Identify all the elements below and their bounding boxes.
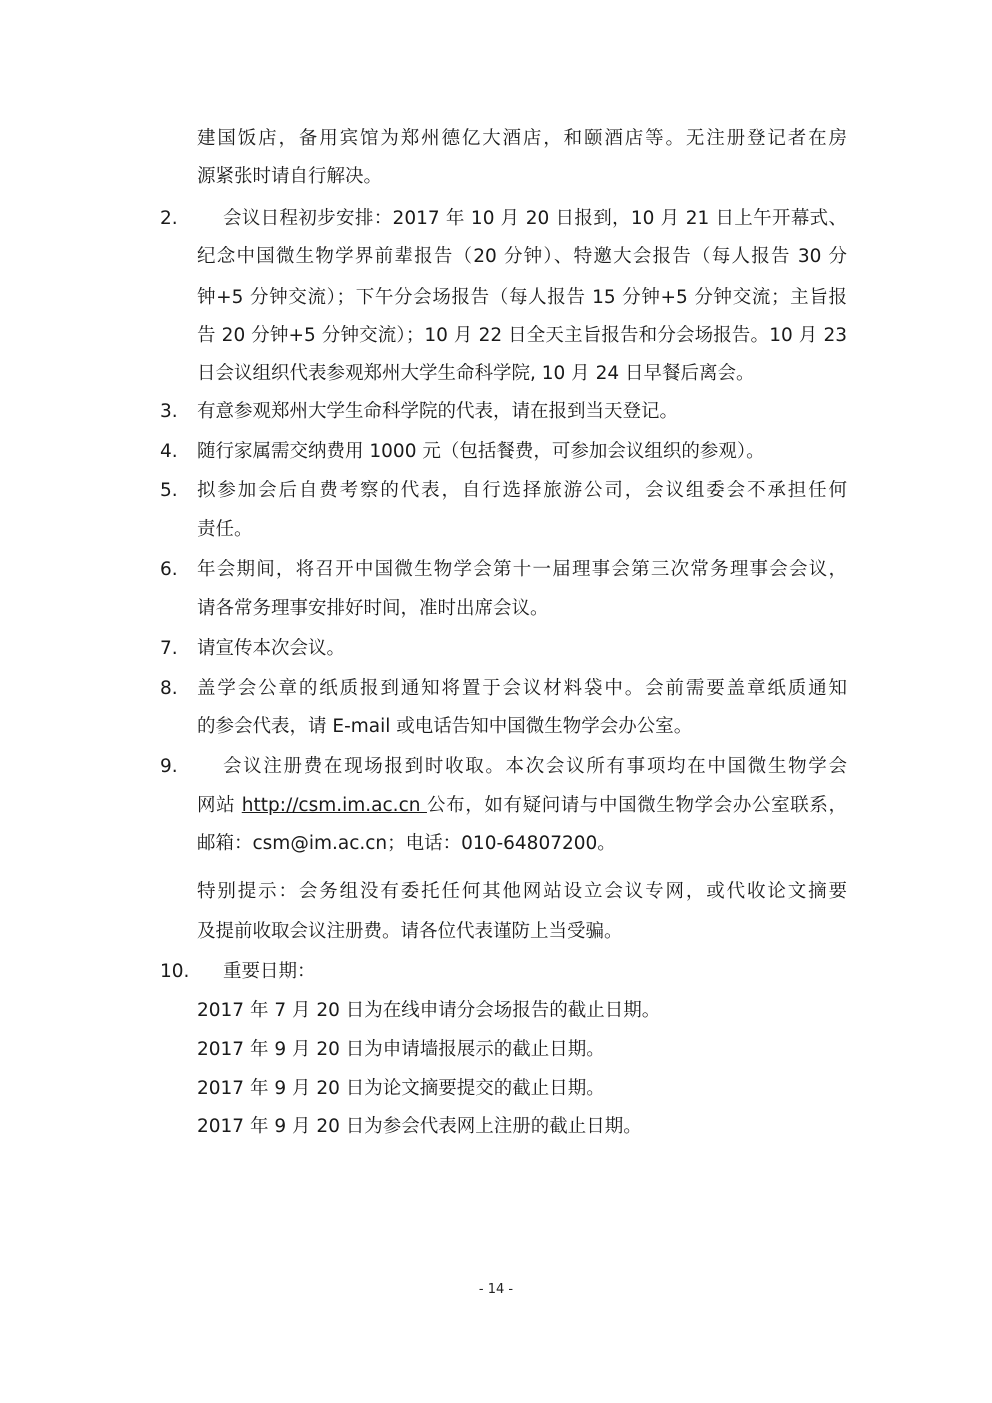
item-6-line-2: 请各常务理事安排好时间，准时出席会议。	[197, 598, 549, 619]
item-5-line-1: 拟参加会后自费考察的代表，自行选择旅游公司，会议组委会不承担任何	[197, 480, 847, 501]
intro-line-2: 源紧张时请自行解决。	[197, 166, 383, 187]
item-9-line-2	[197, 794, 847, 818]
item-10-number: 10.	[160, 961, 190, 982]
item-5-line-2: 责任。	[197, 519, 253, 540]
item-9-line-1: 会议注册费在现场报到时收取。本次会议所有事项均在中国微生物学会	[223, 756, 847, 777]
item-9-line-2-prefix: 网站	[197, 795, 242, 816]
item-2-line-3: 钟+5 分钟交流）；下午分会场报告（每人报告 15 分钟+5 分钟交流；主旨报	[197, 287, 847, 308]
item-7-number: 7.	[160, 638, 178, 659]
item-5-number: 5.	[160, 480, 178, 501]
item-9-line-2-suffix: 公布，如有疑问请与中国微生物学会办公室联系，	[426, 795, 847, 816]
date-entry-3: 2017 年 9 月 20 日为论文摘要提交的截止日期。	[197, 1078, 605, 1099]
item-6-line-1: 年会期间，将召开中国微生物学会第十一届理事会第三次常务理事会会议，	[197, 559, 847, 580]
notice-line-1: 特别提示：会务组没有委托任何其他网站设立会议专网，或代收论文摘要	[197, 881, 847, 902]
item-6-number: 6.	[160, 559, 178, 580]
item-2-line-4: 告 20 分钟+5 分钟交流）；10 月 22 日全天主旨报告和分会场报告。10 月 23	[197, 325, 847, 346]
item-2-number: 2.	[160, 208, 178, 229]
item-4-number: 4.	[160, 441, 178, 462]
item-8-number: 8.	[160, 678, 178, 699]
date-entry-2: 2017 年 9 月 20 日为申请墙报展示的截止日期。	[197, 1039, 605, 1060]
item-9-number: 9.	[160, 756, 178, 777]
website-link[interactable]: http://csm.im.ac.cn	[241, 795, 427, 816]
item-8-line-1: 盖学会公章的纸质报到通知将置于会议材料袋中。会前需要盖章纸质通知	[197, 678, 847, 699]
page-number: - 14 -	[478, 1282, 514, 1297]
notice-line-2: 及提前收取会议注册费。请各位代表谨防上当受骗。	[197, 921, 623, 942]
item-8-line-2: 的参会代表，请 E-mail 或电话告知中国微生物学会办公室。	[197, 716, 693, 737]
item-9-line-3: 邮箱：csm@im.ac.cn；电话：010-64807200。	[197, 833, 616, 854]
dates-title: 重要日期：	[223, 961, 316, 982]
item-3-line-1: 有意参观郑州大学生命科学院的代表，请在报到当天登记。	[197, 401, 679, 422]
item-2-line-2: 纪念中国微生物学界前辈报告（20 分钟）、特邀大会报告（每人报告 30 分	[197, 246, 847, 267]
date-entry-4: 2017 年 9 月 20 日为参会代表网上注册的截止日期。	[197, 1116, 642, 1137]
item-7-line-1: 请宣传本次会议。	[197, 638, 346, 659]
item-2-line-1: 会议日程初步安排：2017 年 10 月 20 日报到，10 月 21 日上午开幕式、	[223, 208, 847, 229]
date-entry-1: 2017 年 7 月 20 日为在线申请分会场报告的截止日期。	[197, 1000, 661, 1021]
item-4-line-1: 随行家属需交纳费用 1000 元（包括餐费，可参加会议组织的参观）。	[197, 441, 765, 462]
item-2-line-5: 日会议组织代表参观郑州大学生命科学院, 10 月 24 日早餐后离会。	[197, 363, 755, 384]
intro-line-1: 建国饭店，备用宾馆为郑州德亿大酒店，和颐酒店等。无注册登记者在房	[197, 128, 847, 149]
item-3-number: 3.	[160, 401, 178, 422]
